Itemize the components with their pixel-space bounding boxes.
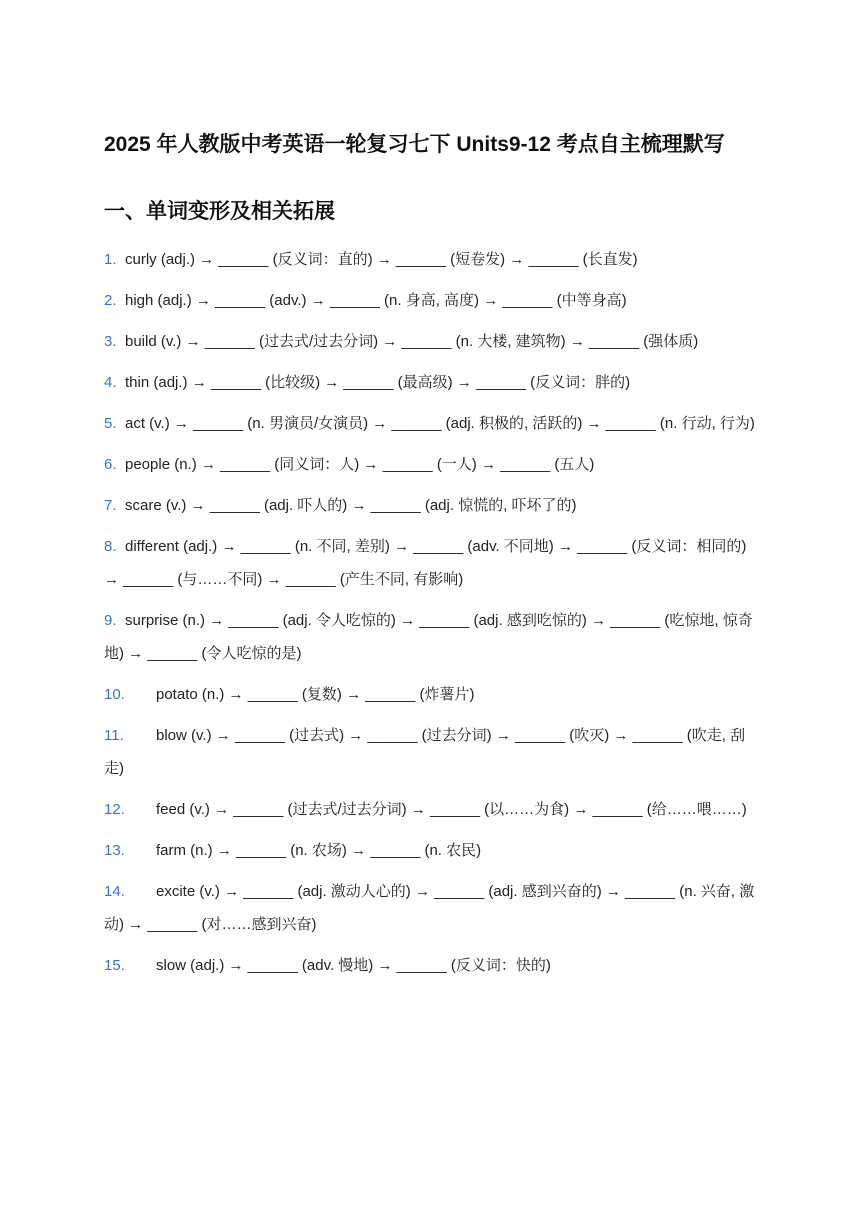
item-number: 9. [104, 612, 117, 629]
item-text: blow (v.) → ______ (过去式) → ______ (过去分词) → ______ (吹灭) → ______ (吹走, 刮走) [104, 727, 746, 777]
exercise-list [104, 243, 756, 990]
list-item [104, 448, 756, 481]
item-number: 3. [104, 333, 117, 350]
item-number: 14. [104, 883, 125, 900]
list-item [104, 834, 756, 867]
item-number: 5. [104, 415, 117, 432]
item-number: 1. [104, 251, 117, 268]
item-number: 8. [104, 538, 117, 555]
item-text: people (n.) → ______ (同义词：人) → ______ (一人) → ______ (五人) [125, 456, 595, 473]
section-title: 一、单词变形及相关拓展 [104, 200, 335, 223]
list-item [104, 325, 756, 358]
document-title: 2025 年人教版中考英语一轮复习七下 Units9-12 考点自主梳理默写 [104, 133, 725, 156]
item-number: 10. [104, 686, 125, 703]
item-text: curly (adj.) → ______ (反义词：直的) → ______ (短卷发) → ______ (长直发) [125, 251, 638, 268]
item-number: 12. [104, 801, 125, 818]
item-number: 4. [104, 374, 117, 391]
list-item [104, 530, 756, 596]
item-number: 15. [104, 957, 125, 974]
item-text: scare (v.) → ______ (adj. 吓人的) → ______ (adj. 惊慌的, 吓坏了的) [125, 497, 577, 514]
list-item [104, 366, 756, 399]
item-text: surprise (n.) → ______ (adj. 令人吃惊的) → ______ (adj. 感到吃惊的) → ______ (吃惊地, 惊奇地) → ______ (令人吃惊的是) [104, 612, 753, 662]
list-item [104, 793, 756, 826]
item-number: 2. [104, 292, 117, 309]
item-text: slow (adj.) → ______ (adv. 慢地) → ______ (反义词：快的) [156, 957, 551, 974]
list-item [104, 949, 756, 982]
item-text: build (v.) → ______ (过去式/过去分词) → ______ (n. 大楼, 建筑物) → ______ (强体质) [125, 333, 699, 350]
item-text: farm (n.) → ______ (n. 农场) → ______ (n. 农民) [156, 842, 482, 859]
list-item [104, 604, 756, 670]
list-item [104, 489, 756, 522]
list-item [104, 407, 756, 440]
item-text: excite (v.) → ______ (adj. 激动人心的) → ______ (adj. 感到兴奋的) → ______ (n. 兴奋, 激动) → ______ (对……感到兴奋) [104, 883, 755, 933]
item-number: 7. [104, 497, 117, 514]
list-item [104, 875, 756, 941]
item-number: 6. [104, 456, 117, 473]
item-text: act (v.) → ______ (n. 男演员/女演员) → ______ (adj. 积极的, 活跃的) → ______ (n. 行动, 行为) [125, 415, 755, 432]
list-item [104, 243, 756, 276]
item-text: thin (adj.) → ______ (比较级) → ______ (最高级) → ______ (反义词：胖的) [125, 374, 631, 391]
list-item [104, 678, 756, 711]
item-text: feed (v.) → ______ (过去式/过去分词) → ______ (以……为食) → ______ (给……喂……) [156, 801, 747, 818]
item-text: high (adj.) → ______ (adv.) → ______ (n. 身高, 高度) → ______ (中等身高) [125, 292, 627, 309]
item-text: potato (n.) → ______ (复数) → ______ (炸薯片) [156, 686, 475, 703]
list-item [104, 284, 756, 317]
item-number: 11. [104, 727, 124, 744]
item-text: different (adj.) → ______ (n. 不同, 差别) → ______ (adv. 不同地) → ______ (反义词：相同的) → ______ (与……不同) → ______ (产生不同, 有影响) [104, 538, 747, 588]
item-number: 13. [104, 842, 125, 859]
list-item [104, 719, 756, 785]
